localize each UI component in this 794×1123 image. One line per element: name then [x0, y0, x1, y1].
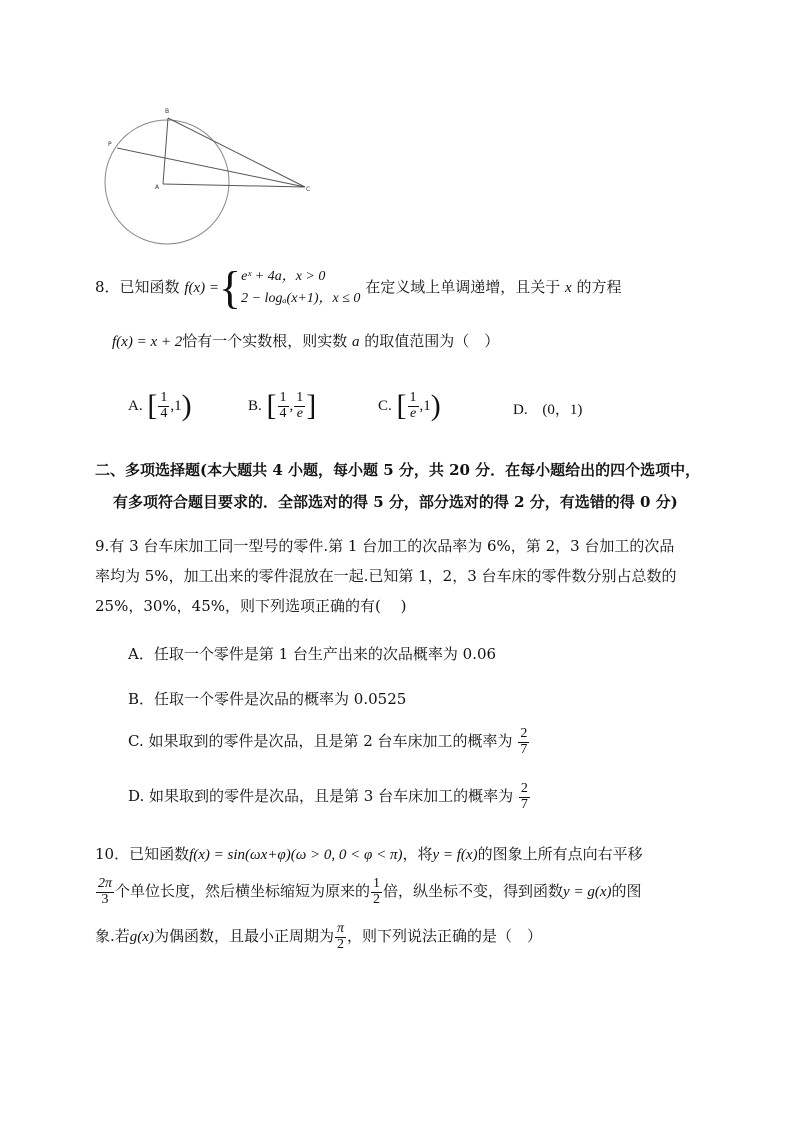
section2-heading-line2: 有多项符合题目要求的．全部选对的得 5 分，部分选对的得 2 分，有选错的得 0 分): [113, 493, 678, 511]
q8-number: 8．已知函数: [95, 278, 180, 296]
q9-C-num: 2: [520, 726, 528, 741]
q10-yfx: y = f(x): [432, 847, 478, 863]
q8-B-den: 4: [279, 405, 287, 421]
q10-line2: [95, 877, 642, 907]
q8-option-B-label: B.: [248, 398, 262, 414]
label-C: C: [306, 186, 311, 193]
q8-pieces: [241, 266, 360, 309]
q8-fx: f(x) =: [184, 280, 220, 296]
q8-A-num: 1: [160, 389, 168, 405]
q8-text2: 的方程: [576, 278, 622, 296]
q10-part3: 的图象上所有点向右平移: [477, 845, 643, 863]
q8-C-rest: ,1: [419, 398, 431, 414]
label-P: P: [108, 141, 112, 148]
q8-var-x: x: [565, 280, 572, 296]
segment-AC: [163, 184, 305, 187]
label-A: A: [155, 184, 160, 191]
q10-shift-num: 2π: [98, 876, 113, 891]
q9-option-C-text: C. 如果取到的零件是次品，且是第 2 台车床加工的概率为: [128, 732, 513, 751]
q8-B-num2: 1: [296, 389, 304, 405]
q8-option-D[interactable]: [513, 400, 582, 419]
q10-part1: 10．已知函数: [95, 845, 190, 863]
q8-option-C[interactable]: C. [ $\frac{1}{e}$ ,1): [378, 389, 441, 422]
q9-C-den: 7: [520, 741, 528, 757]
q9-D-den: 7: [520, 796, 528, 812]
q10-gx: g(x): [129, 929, 154, 946]
q10-part6: 的图: [611, 882, 642, 901]
q9-line2: 率均为 5%，加工出来的零件混放在一起.已知第 1，2，3 台车床的零件数分别占总数的: [95, 567, 677, 585]
q10-period-den: 2: [336, 936, 344, 952]
q8-option-B[interactable]: B. [ $\frac{1}{4}$ , $\frac{1}{e}$ ]: [248, 389, 317, 422]
q10-line3: [95, 922, 542, 952]
q10-period-num: π: [336, 921, 344, 936]
q8-eq: f(x) = x + 2: [112, 334, 183, 350]
q8-option-A-label: A.: [128, 398, 143, 414]
segment-BC: [168, 118, 305, 187]
q8-B-den2: e: [296, 405, 303, 421]
q8-piece1: eˣ + 4a，x > 0: [241, 269, 326, 285]
q8-C-den: e: [409, 405, 417, 421]
q10-part9: ，则下列说法正确的是（ ）: [346, 927, 542, 946]
section2-heading-line1: 二、多项选择题(本大题共 4 小题，每小题 5 分，共 20 分．在每小题给出的四个选项中，: [95, 461, 701, 479]
q8-option-A[interactable]: A. [ $\frac{1}{4}$ ,1): [128, 389, 192, 422]
q9-D-num: 2: [520, 781, 528, 796]
label-B: B: [165, 108, 170, 115]
q10-part4: 个单位长度，然后横坐标缩短为原来的: [115, 882, 371, 901]
q8-option-D-text: (0，1): [542, 402, 583, 418]
segment-AB: [163, 118, 168, 184]
q9-option-D-text: D. 如果取到的零件是次品，且是第 3 台车床加工的概率为: [128, 787, 514, 806]
q8-A-rest: ,1: [170, 398, 182, 414]
q9-option-D[interactable]: [128, 782, 531, 812]
q10-half-num: 1: [373, 876, 381, 891]
q10-part7: 象.若: [95, 927, 130, 946]
q8-A-den: 4: [160, 405, 168, 421]
q8-text3: 恰有一个实数根，则实数: [182, 332, 348, 350]
q8-piece2: 2 − logₐ(x+1)，x ≤ 0: [241, 291, 361, 306]
q8-text1: 在定义域上单调递增，且关于: [365, 278, 561, 296]
q8-text4: 的取值范围为（ ）: [364, 332, 500, 350]
circle: [105, 120, 229, 244]
q10-func: f(x) = sin(ωx+φ)(ω > 0, 0 < φ < π): [189, 847, 403, 863]
q9-option-A[interactable]: A．任取一个零件是第 1 台生产出来的次品概率为 0.06: [128, 645, 497, 663]
circle-tangent-figure: [95, 100, 325, 250]
q9-line3: 25%，30%，45%，则下列选项正确的有( ): [95, 597, 407, 615]
q8-line1: [95, 262, 622, 313]
q8-var-a: a: [352, 334, 360, 350]
q8-B-num: 1: [279, 389, 287, 405]
q9-line1: 9.有 3 台车床加工同一型号的零件.第 1 台加工的次品率为 6%，第 2，3 台加工的次品: [95, 537, 675, 555]
q8-line2: [112, 332, 499, 351]
segment-PC: [117, 148, 305, 187]
q10-part8: 为偶函数，且最小正周期为: [153, 927, 334, 946]
q8-C-num: 1: [409, 389, 417, 405]
q8-brace: {: [219, 262, 242, 313]
q9-option-C[interactable]: [128, 727, 530, 757]
q10-part5: 倍，纵坐标不变，得到函数: [383, 882, 564, 901]
q10-line1: [95, 845, 643, 864]
q10-half-den: 2: [373, 891, 381, 907]
q10-part2: ，将: [402, 845, 433, 863]
q9-option-B[interactable]: B．任取一个零件是次品的概率为 0.0525: [128, 690, 407, 708]
q10-shift-den: 3: [101, 891, 109, 907]
q10-ygx: y = g(x): [563, 884, 612, 901]
q8-option-D-label: D.: [513, 402, 528, 418]
q8-option-C-label: C.: [378, 398, 392, 414]
